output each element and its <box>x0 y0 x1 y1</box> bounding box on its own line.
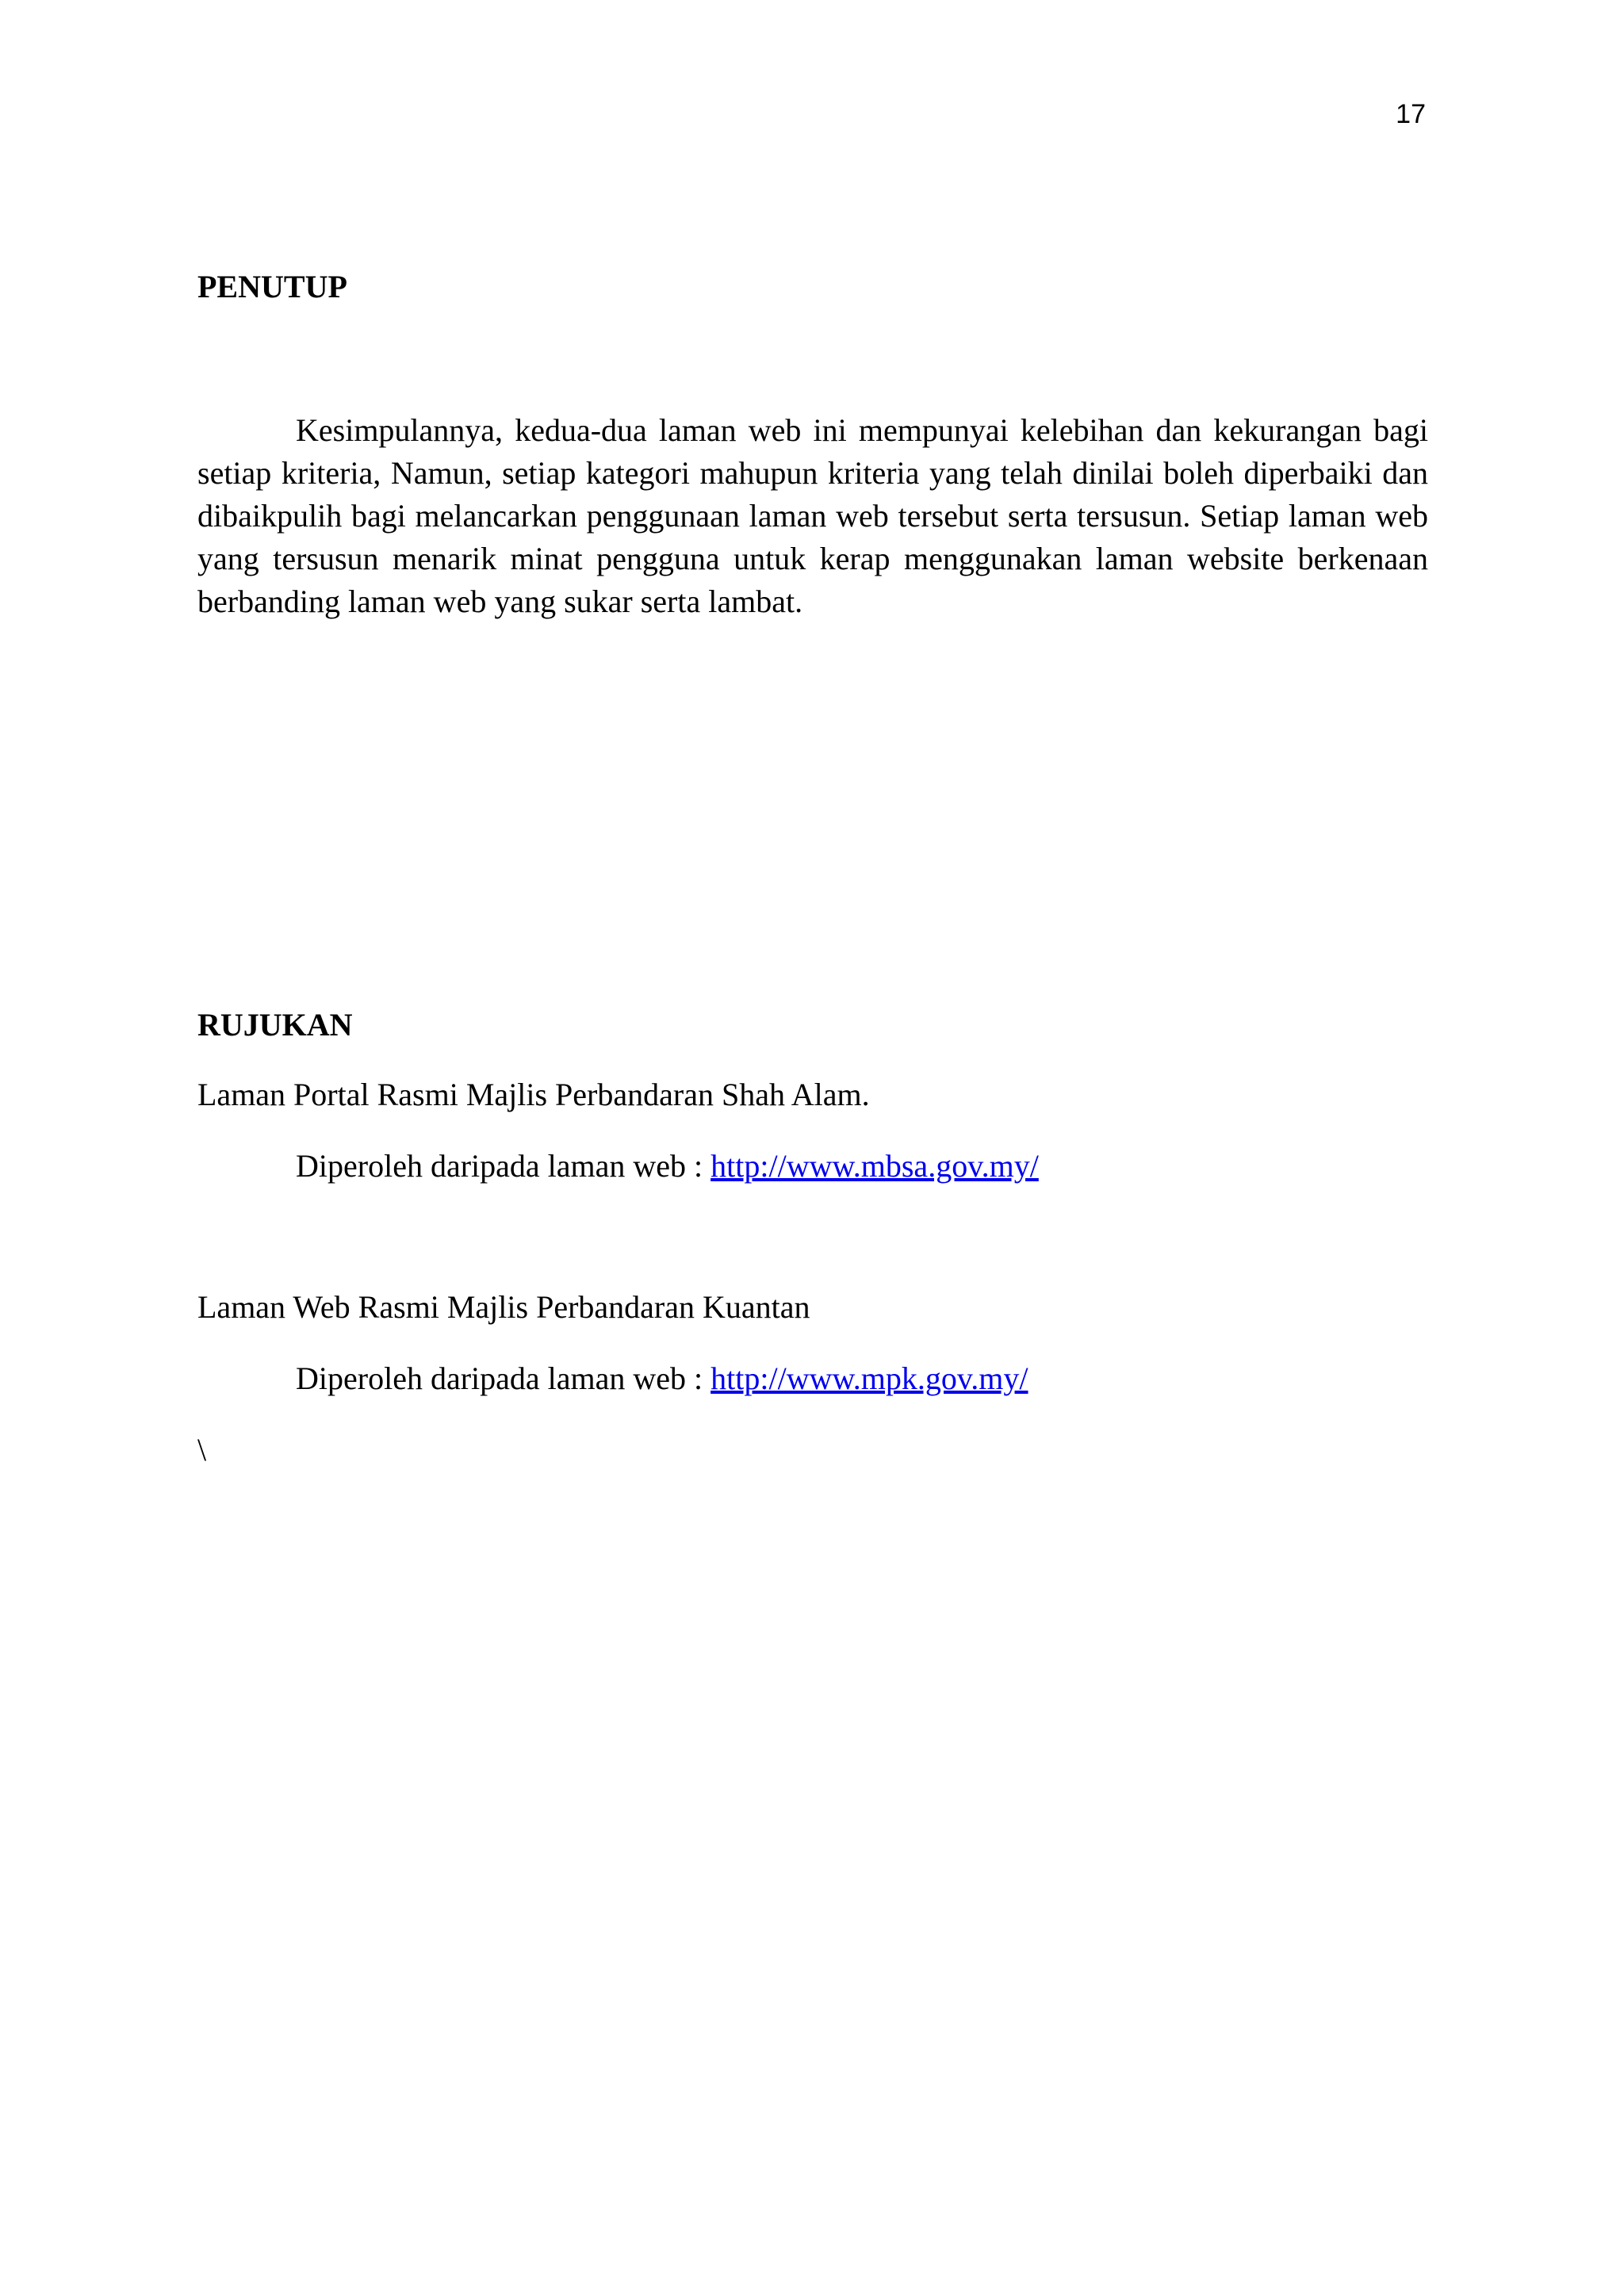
reference-link-mbsa[interactable]: http://www.mbsa.gov.my/ <box>710 1148 1039 1184</box>
reference-source-prefix-1: Diperoleh daripada laman web : <box>296 1148 711 1184</box>
reference-title-1: Laman Portal Rasmi Majlis Perbandaran Shah Alam. <box>197 1077 870 1112</box>
stray-backslash: \ <box>197 1432 207 1468</box>
page-number: 17 <box>1396 99 1426 129</box>
reference-link-mpk[interactable]: http://www.mpk.gov.my/ <box>710 1360 1028 1396</box>
reference-source-2 <box>296 1360 1028 1398</box>
references-heading: RUJUKAN <box>197 1007 353 1043</box>
reference-source-1 <box>296 1147 1039 1185</box>
closing-heading: PENUTUP <box>197 269 347 304</box>
reference-title-2: Laman Web Rasmi Majlis Perbandaran Kuantan <box>197 1289 810 1325</box>
closing-paragraph: Kesimpulannya, kedua-dua laman web ini mempunyai kelebihan dan kekurangan bagi setiap kriteria, Namun, setiap kategori mahupun kriteria yang telah dinilai boleh diperbaiki dan dibaikpulih bagi melancarkan penggunaan laman web tersebut serta tersusun. Setiap laman web yang tersusun menarik minat pengguna untuk kerap menggunakan laman website berkenaan berbanding laman web yang sukar serta lambat. <box>197 412 1428 619</box>
reference-source-prefix-2: Diperoleh daripada laman web : <box>296 1360 711 1396</box>
